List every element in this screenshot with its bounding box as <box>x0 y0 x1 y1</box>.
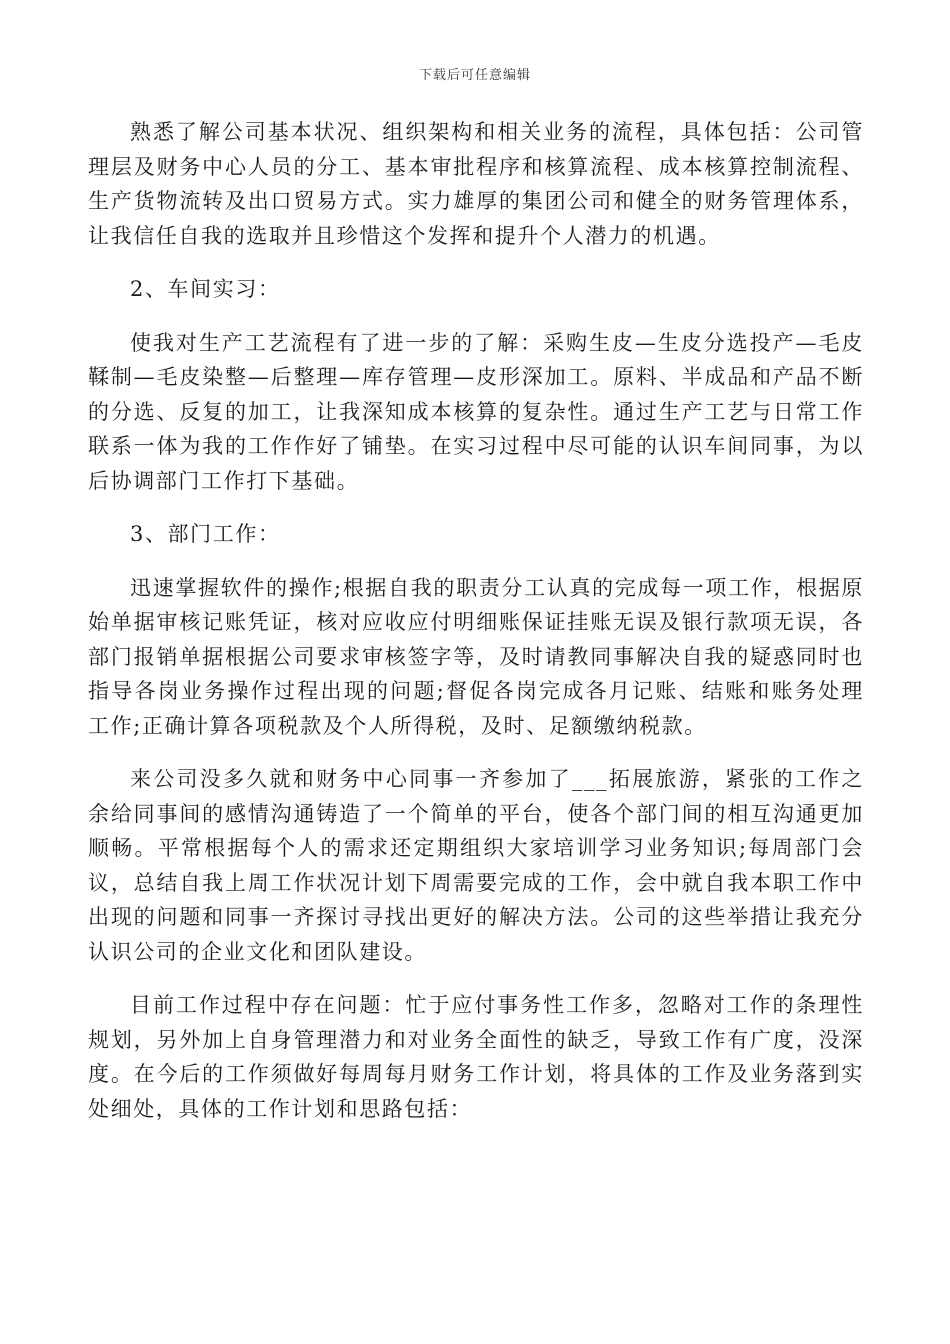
section-heading-department: 3、部门工作： <box>130 522 281 546</box>
paragraph-company-overview: 熟悉了解公司基本状况、组织架构和相关业务的流程，具体包括：公司管理层及财务中心人员的分工、基本审批程序和核算流程、成本核算控制流程、生产货物流转及出口贸易方式。实力雄厚的集团公司和健全的财务管理体系，让我信任自我的选取并且珍惜这个发挥和提升个人潜力的机遇。 <box>88 120 864 248</box>
paragraph-team-activities: 来公司没多久就和财务中心同事一齐参加了___拓展旅游，紧张的工作之余给同事间的感情沟通铸造了一个简单的平台，使各个部门间的相互沟通更加顺畅。平常根据每个人的需求还定期组织大家培训学习业务知识;每周部门会议，总结自我上周工作状况计划下周需要完成的工作，会中就自我本职工作中出现的问题和同事一齐探讨寻找出更好的解决方法。公司的这些举措让我充分认识公司的企业文化和团队建设。 <box>88 767 864 964</box>
paragraph-problems-and-plans: 目前工作过程中存在问题：忙于应付事务性工作多，忽略对工作的条理性规划，另外加上自身管理潜力和对业务全面性的缺乏，导致工作有广度，没深度。在今后的工作须做好每周每月财务工作计划，将具体的工作及业务落到实处细处，具体的工作计划和思路包括： <box>88 993 864 1121</box>
paragraph-department-work: 迅速掌握软件的操作;根据自我的职责分工认真的完成每一项工作，根据原始单据审核记账凭证，核对应收应付明细账保证挂账无误及银行款项无误，各部门报销单据根据公司要求审核签字等，及时请教同事解决自我的疑惑同时也指导各岗业务操作过程出现的问题;督促各岗完成各月记账、结账和账务处理工作;正确计算各项税款及个人所得税，及时、足额缴纳税款。 <box>88 575 864 738</box>
paragraph-workshop-internship: 使我对生产工艺流程有了进一步的了解：采购生皮—生皮分选投产—毛皮鞣制—毛皮染整—后整理—库存管理—皮形深加工。原料、半成品和产品不断的分选、反复的加工，让我深知成本核算的复杂性。通过生产工艺与日常工作联系一体为我的工作作好了铺垫。在实习过程中尽可能的认识车间同事，为以后协调部门工作打下基础。 <box>88 330 864 493</box>
page-header-note: 下载后可任意编辑 <box>418 68 531 83</box>
section-heading-workshop: 2、车间实习： <box>130 277 281 301</box>
document-body <box>88 115 864 1145</box>
